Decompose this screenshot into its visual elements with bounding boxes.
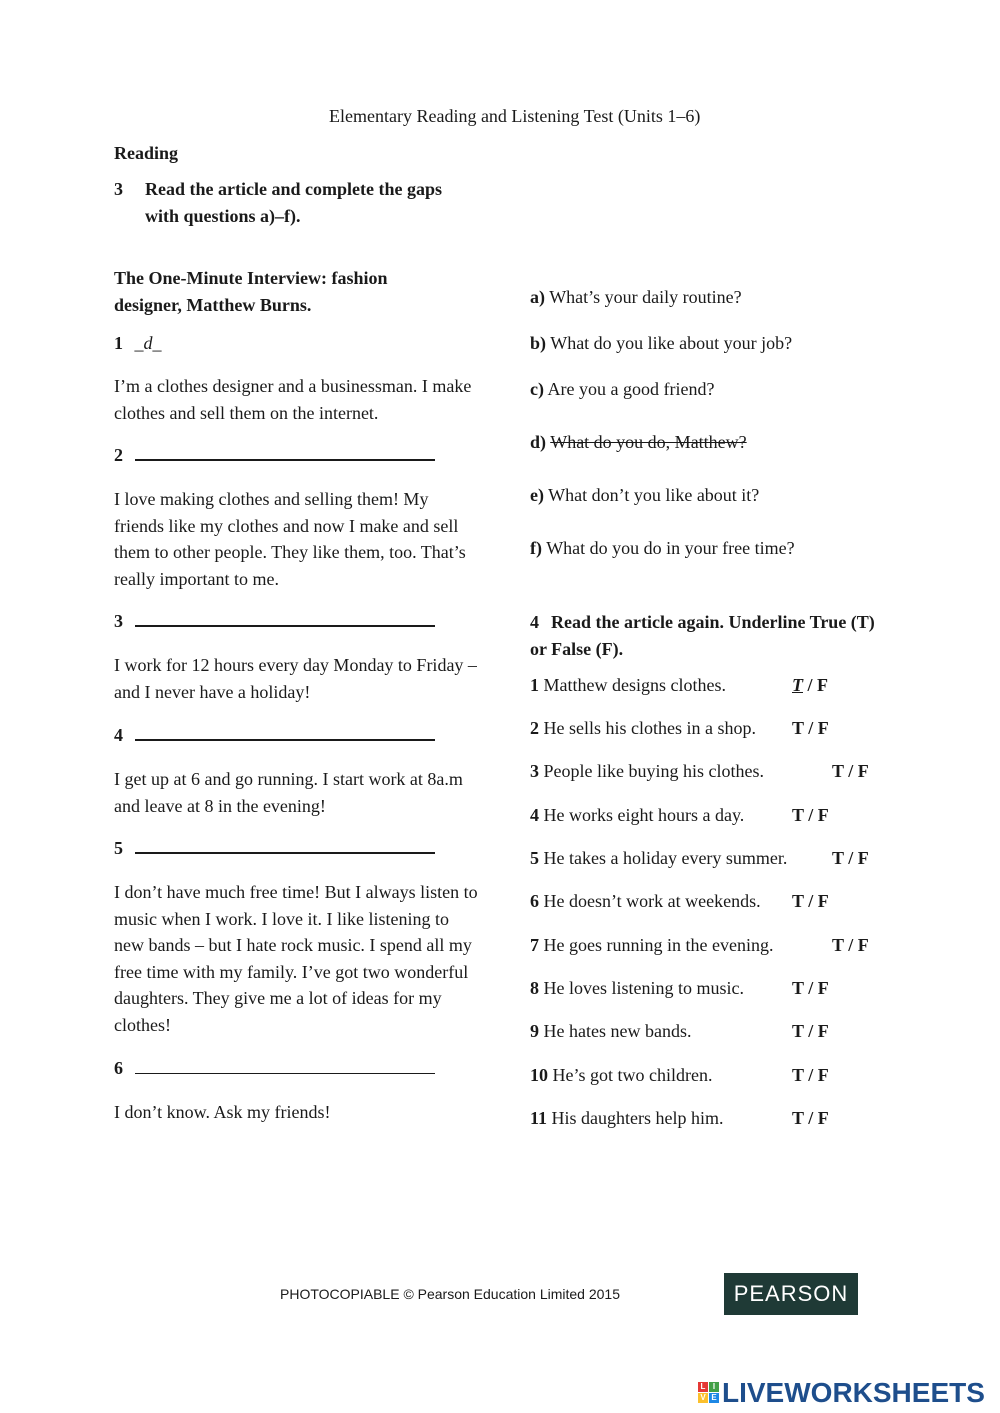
copyright-notice: PHOTOCOPIABLE © Pearson Education Limited 2015: [280, 1286, 621, 1302]
icon-letter: V: [698, 1393, 708, 1403]
true-option[interactable]: T: [792, 805, 804, 825]
statement-text: He hates new bands.: [543, 1021, 692, 1041]
option-b: [530, 331, 792, 355]
gap-number: 1: [114, 333, 123, 353]
gap-6-input[interactable]: [135, 1059, 435, 1074]
task4-text: Read the article again. Underline True (T) or False (F).: [530, 612, 875, 659]
statement-number: 8: [530, 978, 539, 998]
statement-number: 1: [530, 675, 539, 695]
statement-text: People like buying his clothes.: [543, 761, 764, 781]
option-letter: e): [530, 485, 544, 505]
option-text: What don’t you like about it?: [548, 485, 760, 505]
statement-row: [530, 1018, 890, 1044]
statement-number: 6: [530, 891, 539, 911]
task3-text: Read the article and complete the gaps with questions a)–f).: [145, 179, 442, 226]
tf-choice[interactable]: [792, 1105, 829, 1131]
tf-separator: /: [843, 935, 858, 955]
statement-text: He sells his clothes in a shop.: [543, 718, 756, 738]
answer-2: I love making clothes and selling them! My friends like my clothes and now I make and sell them to other people. They like them, too. That’s really important to me.: [114, 489, 466, 589]
option-e: [530, 483, 759, 507]
tf-separator: /: [803, 1065, 818, 1085]
pearson-logo: PEARSON: [724, 1273, 858, 1315]
option-letter: d): [530, 432, 547, 452]
true-option[interactable]: T: [792, 1065, 804, 1085]
option-a: [530, 285, 742, 309]
option-d: [530, 430, 747, 454]
gap-number: 5: [114, 838, 123, 858]
tf-choice[interactable]: [792, 1018, 829, 1044]
gap-1-answer[interactable]: _d_: [134, 333, 162, 353]
statement-row: [530, 1062, 890, 1088]
tf-separator: /: [843, 761, 858, 781]
gap-4: [114, 723, 435, 747]
option-text: What do you like about your job?: [550, 333, 793, 353]
statement-text: He loves listening to music.: [543, 978, 744, 998]
gap-4-input[interactable]: [135, 725, 435, 741]
statement-number: 9: [530, 1021, 539, 1041]
document-title: Elementary Reading and Listening Test (Units 1–6): [329, 106, 701, 126]
statement-number: 3: [530, 761, 539, 781]
statement-text: His daughters help him.: [551, 1108, 724, 1128]
task4-instruction: [530, 609, 890, 662]
statement-row: [530, 1105, 890, 1131]
true-option[interactable]: T: [792, 891, 804, 911]
statement-number: 5: [530, 848, 539, 868]
tf-choice[interactable]: [792, 888, 829, 914]
true-option[interactable]: T: [792, 1021, 804, 1041]
statement-text: He doesn’t work at weekends.: [543, 891, 761, 911]
tf-choice[interactable]: [792, 802, 829, 828]
false-option[interactable]: F: [817, 1108, 829, 1128]
option-c: [530, 377, 714, 401]
gap-number: 2: [114, 445, 123, 465]
article-title: The One-Minute Interview: fashion designer, Matthew Burns.: [114, 268, 388, 315]
option-letter: f): [530, 538, 542, 558]
section-heading: Reading: [114, 143, 179, 163]
statement-row: [530, 672, 890, 698]
false-option[interactable]: F: [857, 935, 869, 955]
tf-choice[interactable]: [792, 715, 829, 741]
false-option[interactable]: F: [857, 848, 869, 868]
icon-letter: E: [709, 1393, 719, 1403]
option-text: What do you do in your free time?: [546, 538, 795, 558]
statement-number: 10: [530, 1065, 548, 1085]
option-letter: c): [530, 379, 544, 399]
false-option[interactable]: F: [817, 675, 829, 695]
statement-number: 11: [530, 1108, 548, 1128]
gap-number: 6: [114, 1058, 123, 1078]
statement-number: 2: [530, 718, 539, 738]
statement-row: [530, 802, 890, 828]
tf-separator: /: [803, 675, 818, 695]
true-option[interactable]: T: [792, 978, 804, 998]
tf-separator: /: [803, 1021, 818, 1041]
tf-separator: /: [843, 848, 858, 868]
tf-choice[interactable]: [832, 758, 869, 784]
false-option[interactable]: F: [817, 978, 829, 998]
true-option[interactable]: T: [792, 675, 803, 695]
tf-separator: /: [803, 1108, 818, 1128]
tf-choice[interactable]: [792, 975, 829, 1001]
false-option[interactable]: F: [817, 1065, 829, 1085]
answer-6: I don’t know. Ask my friends!: [114, 1102, 331, 1122]
liveworksheets-badge[interactable]: [698, 1378, 994, 1408]
option-text-used: What do you do, Matthew?: [550, 432, 747, 452]
option-f: [530, 536, 795, 560]
option-letter: a): [530, 287, 545, 307]
statement-row: [530, 932, 890, 958]
true-option[interactable]: T: [832, 848, 844, 868]
gap-1: [114, 331, 162, 355]
liveworksheets-icon: [698, 1382, 720, 1404]
option-text: What’s your daily routine?: [549, 287, 742, 307]
statement-number: 7: [530, 935, 539, 955]
statement-row: [530, 888, 890, 914]
gap-number: 4: [114, 725, 123, 745]
gap-3: [114, 609, 435, 633]
tf-choice[interactable]: [792, 1062, 829, 1088]
statement-number: 4: [530, 805, 539, 825]
liveworksheets-wordmark: LIVEWORKSHEETS: [722, 1377, 985, 1408]
false-option[interactable]: F: [817, 718, 829, 738]
option-letter: b): [530, 333, 547, 353]
statement-row: [530, 758, 890, 784]
tf-separator: /: [803, 718, 818, 738]
tf-separator: /: [803, 805, 818, 825]
statement-row: [530, 845, 890, 871]
gap-2-input[interactable]: [135, 445, 435, 461]
false-option[interactable]: F: [817, 805, 829, 825]
icon-letter: I: [709, 1382, 719, 1392]
statement-text: He works eight hours a day.: [543, 805, 745, 825]
true-option[interactable]: T: [792, 718, 804, 738]
tf-choice[interactable]: [832, 932, 869, 958]
gap-6: [114, 1056, 435, 1080]
answer-1: I’m a clothes designer and a businessman. I make clothes and sell them on the internet.: [114, 376, 472, 423]
gap-5: [114, 836, 435, 860]
statement-text: He goes running in the evening.: [543, 935, 774, 955]
statement-row: [530, 715, 890, 741]
tf-separator: /: [803, 891, 818, 911]
true-option[interactable]: T: [832, 935, 844, 955]
option-text: Are you a good friend?: [547, 379, 715, 399]
false-option[interactable]: F: [817, 891, 829, 911]
answer-4: I get up at 6 and go running. I start work at 8a.m and leave at 8 in the evening!: [114, 769, 463, 816]
tf-choice[interactable]: [792, 672, 828, 698]
task3-number: 3: [114, 179, 123, 199]
statement-text: He’s got two children.: [552, 1065, 713, 1085]
gap-5-input[interactable]: [135, 838, 435, 854]
task4-number: 4: [530, 612, 539, 632]
tf-separator: /: [803, 978, 818, 998]
false-option[interactable]: F: [857, 761, 869, 781]
answer-5: I don’t have much free time! But I always listen to music when I work. I love it. I like listening to new bands – but I hate rock music. I spend all my free time with my family. I’ve got two wonderful daughters. They give me a lot of ideas for my clothes!: [114, 882, 478, 1035]
true-option[interactable]: T: [832, 761, 844, 781]
answer-3: I work for 12 hours every day Monday to Friday – and I never have a holiday!: [114, 655, 477, 702]
false-option[interactable]: F: [817, 1021, 829, 1041]
statement-row: [530, 975, 890, 1001]
true-option[interactable]: T: [792, 1108, 804, 1128]
tf-choice[interactable]: [832, 845, 869, 871]
statement-text: He takes a holiday every summer.: [543, 848, 788, 868]
gap-2: [114, 443, 435, 467]
gap-3-input[interactable]: [135, 611, 435, 627]
gap-number: 3: [114, 611, 123, 631]
statement-text: Matthew designs clothes.: [543, 675, 726, 695]
icon-letter: L: [698, 1382, 708, 1392]
